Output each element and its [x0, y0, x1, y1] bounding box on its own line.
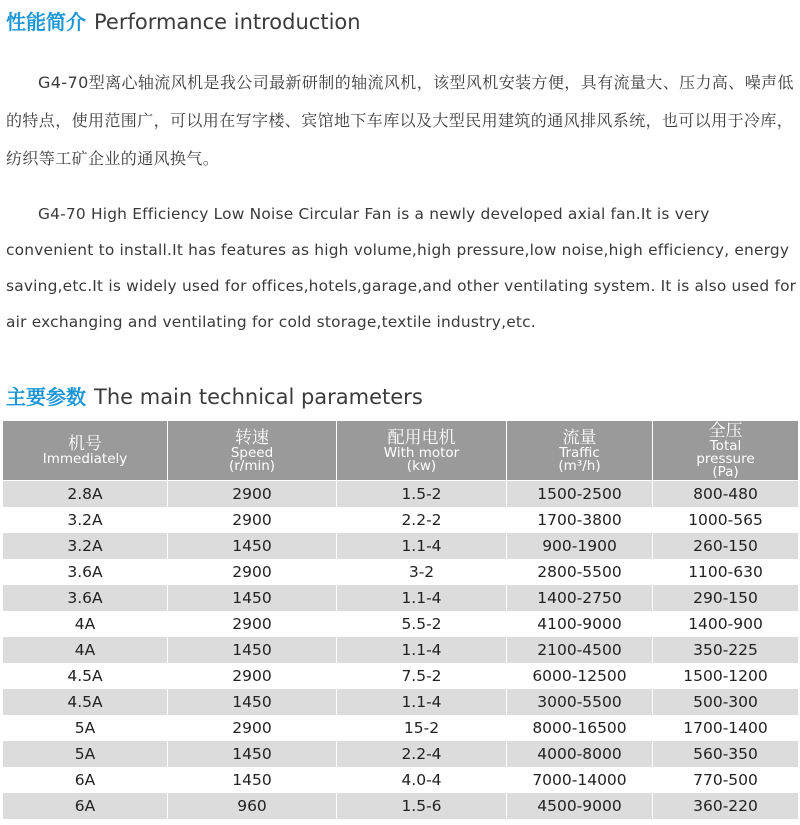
cell-pressure: 770-500 — [653, 767, 799, 793]
table-row — [3, 767, 799, 793]
cell-traffic: 2800-5500 — [507, 559, 653, 585]
header-traffic: 流量 Traffic (m³/h) — [507, 421, 653, 481]
cell-speed: 2900 — [168, 481, 337, 508]
cell-speed: 1450 — [168, 585, 337, 611]
parameters-title-en: The main technical parameters — [94, 385, 423, 409]
table-header-row — [3, 421, 799, 481]
cell-pressure: 1000-565 — [653, 507, 799, 533]
table-body — [3, 481, 799, 820]
cell-traffic: 4000-8000 — [507, 741, 653, 767]
table-row — [3, 611, 799, 637]
performance-title — [6, 6, 361, 35]
table-row — [3, 689, 799, 715]
table-row — [3, 507, 799, 533]
performance-title-zh: 性能简介 — [6, 10, 86, 34]
table-row — [3, 663, 799, 689]
cell-speed: 2900 — [168, 715, 337, 741]
header-pressure: 全压 Total pressure (Pa) — [653, 421, 799, 481]
cell-motor: 1.1-4 — [337, 637, 507, 663]
header-model: 机号 Immediately — [3, 421, 168, 481]
cell-model: 3.6A — [3, 559, 168, 585]
cell-model: 6A — [3, 793, 168, 819]
cell-pressure: 1700-1400 — [653, 715, 799, 741]
intro-en-text: G4-70 High Efficiency Low Noise Circular Fan is a newly developed axial fan.It is very convenient to install.It has features as high volume,high pressure,low noise,high efficiency, energy saving,etc.It is widely used for offices,hotels,garage,and other ventilating system. It is also used for air exchanging and ventilating for cold storage,textile industry,etc. — [6, 205, 797, 331]
table-row — [3, 793, 799, 819]
cell-traffic: 6000-12500 — [507, 663, 653, 689]
cell-speed: 1450 — [168, 741, 337, 767]
cell-pressure: 360-220 — [653, 793, 799, 819]
header-motor: 配用电机 With motor (kw) — [337, 421, 507, 481]
cell-pressure: 500-300 — [653, 689, 799, 715]
cell-traffic: 1500-2500 — [507, 481, 653, 508]
table-row — [3, 585, 799, 611]
cell-model: 6A — [3, 767, 168, 793]
cell-speed: 1450 — [168, 637, 337, 663]
cell-model: 4.5A — [3, 689, 168, 715]
table-row — [3, 533, 799, 559]
cell-motor: 1.1-4 — [337, 533, 507, 559]
cell-motor: 1.5-6 — [337, 793, 507, 819]
cell-pressure: 350-225 — [653, 637, 799, 663]
table-row — [3, 637, 799, 663]
cell-model: 5A — [3, 715, 168, 741]
table-row — [3, 559, 799, 585]
table-row — [3, 481, 799, 508]
cell-speed: 2900 — [168, 559, 337, 585]
performance-title-en: Performance introduction — [94, 10, 361, 34]
cell-motor: 1.1-4 — [337, 585, 507, 611]
cell-pressure: 290-150 — [653, 585, 799, 611]
cell-model: 4.5A — [3, 663, 168, 689]
cell-traffic: 900-1900 — [507, 533, 653, 559]
header-speed: 转速 Speed (r/min) — [168, 421, 337, 481]
cell-model: 5A — [3, 741, 168, 767]
cell-model: 3.6A — [3, 585, 168, 611]
cell-traffic: 2100-4500 — [507, 637, 653, 663]
cell-pressure: 800-480 — [653, 481, 799, 508]
cell-traffic: 1700-3800 — [507, 507, 653, 533]
cell-motor: 5.5-2 — [337, 611, 507, 637]
cell-model: 3.2A — [3, 507, 168, 533]
intro-zh-text: G4-70型离心轴流风机是我公司最新研制的轴流风机，该型风机安装方便，具有流量大、压力高、噪声低的特点，使用范围广，可以用在写字楼、宾馆地下车库以及大型民用建筑的通风排风系统，也可以用于冷库，纺织等工矿企业的通风换气。 — [6, 73, 794, 168]
cell-speed: 2900 — [168, 611, 337, 637]
cell-motor: 1.5-2 — [337, 481, 507, 508]
cell-traffic: 7000-14000 — [507, 767, 653, 793]
cell-pressure: 560-350 — [653, 741, 799, 767]
cell-motor: 3-2 — [337, 559, 507, 585]
cell-motor: 7.5-2 — [337, 663, 507, 689]
cell-traffic: 3000-5500 — [507, 689, 653, 715]
cell-pressure: 1400-900 — [653, 611, 799, 637]
cell-traffic: 4500-9000 — [507, 793, 653, 819]
cell-model: 2.8A — [3, 481, 168, 508]
cell-speed: 960 — [168, 793, 337, 819]
cell-speed: 1450 — [168, 689, 337, 715]
parameters-title-zh: 主要参数 — [6, 385, 86, 409]
parameters-table — [2, 420, 799, 819]
cell-traffic: 1400-2750 — [507, 585, 653, 611]
parameters-title — [6, 381, 423, 410]
intro-paragraph-en — [6, 196, 798, 340]
cell-model: 3.2A — [3, 533, 168, 559]
table-row — [3, 741, 799, 767]
cell-motor: 15-2 — [337, 715, 507, 741]
cell-model: 4A — [3, 611, 168, 637]
cell-model: 4A — [3, 637, 168, 663]
cell-speed: 2900 — [168, 663, 337, 689]
cell-motor: 1.1-4 — [337, 689, 507, 715]
cell-speed: 1450 — [168, 767, 337, 793]
cell-motor: 4.0-4 — [337, 767, 507, 793]
cell-motor: 2.2-2 — [337, 507, 507, 533]
cell-traffic: 4100-9000 — [507, 611, 653, 637]
cell-pressure: 1500-1200 — [653, 663, 799, 689]
cell-pressure: 1100-630 — [653, 559, 799, 585]
cell-speed: 1450 — [168, 533, 337, 559]
cell-traffic: 8000-16500 — [507, 715, 653, 741]
cell-motor: 2.2-4 — [337, 741, 507, 767]
intro-paragraph-zh — [6, 64, 798, 178]
cell-speed: 2900 — [168, 507, 337, 533]
table-row — [3, 715, 799, 741]
cell-pressure: 260-150 — [653, 533, 799, 559]
